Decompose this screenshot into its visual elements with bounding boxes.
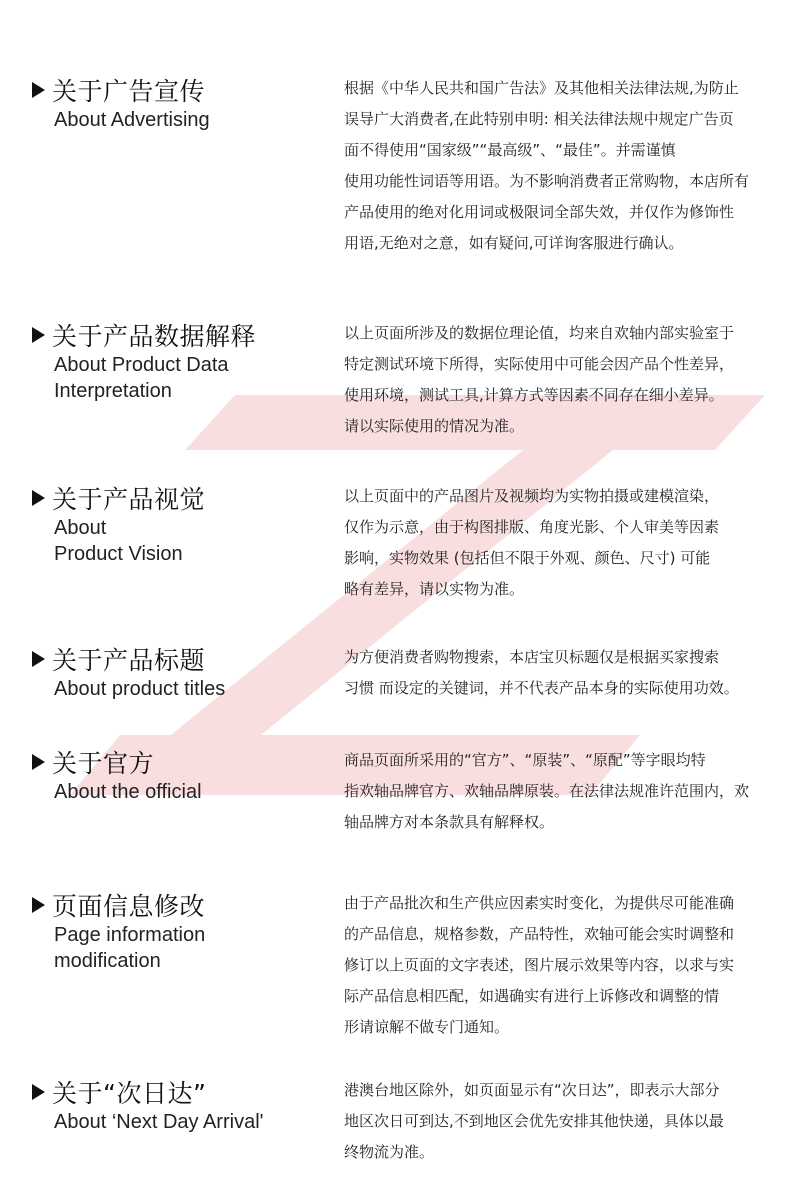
section-subtitle: About Product Data Interpretation bbox=[54, 354, 229, 402]
section-body bbox=[344, 318, 780, 442]
triangle-right-icon bbox=[32, 1084, 45, 1100]
section-subtitle: Page information modification bbox=[54, 924, 206, 972]
section-title: 页面信息修改 bbox=[52, 892, 206, 921]
body-line: 误导广大消费者,在此特别申明: 相关法律法规中规定广告页 bbox=[344, 110, 734, 128]
triangle-right-icon bbox=[32, 327, 45, 343]
body-line: 仅作为示意，由于构图排版、角度光影、个人审美等因素 bbox=[344, 518, 720, 536]
body-line: 轴品牌方对本条款具有解释权。 bbox=[344, 813, 555, 831]
section-subtitle: About Product Vision bbox=[54, 517, 183, 565]
body-line: 终物流为准。 bbox=[344, 1143, 435, 1161]
body-line: 面不得使用“国家级”“最高级”、“最佳”。并需谨慎 bbox=[344, 141, 676, 159]
body-line: 形请谅解不做专门通知。 bbox=[344, 1018, 510, 1036]
section-title: 关于产品标题 bbox=[52, 646, 206, 675]
body-line: 由于产品批次和生产供应因素实时变化，为提供尽可能准确 bbox=[344, 894, 735, 912]
body-line: 为方便消费者购物搜索，本店宝贝标题仅是根据买家搜索 bbox=[344, 648, 720, 666]
section-body bbox=[344, 73, 780, 259]
section-title: 关于产品数据解释 bbox=[52, 322, 257, 351]
body-line: 特定测试环境下所得，实际使用中可能会因产品个性差异， bbox=[344, 355, 735, 373]
body-line: 影响，实物效果 (包括但不限于外观、颜色、尺寸) 可能 bbox=[344, 549, 711, 567]
body-line: 的产品信息，规格参数，产品特性，欢轴可能会实时调整和 bbox=[344, 925, 735, 943]
triangle-right-icon bbox=[32, 754, 45, 770]
body-line: 用语,无绝对之意，如有疑问,可详询客服进行确认。 bbox=[344, 234, 684, 252]
body-line: 以上页面所涉及的数据位理论值，均来自欢轴内部实验室于 bbox=[344, 324, 735, 342]
body-line: 指欢轴品牌官方、欢轴品牌原装。在法律法规准许范围内，欢 bbox=[344, 782, 750, 800]
body-line: 际产品信息相匹配，如遇确实有进行上诉修改和调整的情 bbox=[344, 987, 720, 1005]
body-line: 使用环境，测试工具,计算方式等因素不同存在细小差异。 bbox=[344, 386, 724, 404]
section-body bbox=[344, 642, 780, 704]
triangle-right-icon bbox=[32, 897, 45, 913]
section-body bbox=[344, 745, 780, 838]
section-title: 关于广告宣传 bbox=[52, 77, 206, 106]
section-body bbox=[344, 481, 780, 605]
body-line: 习惯 而设定的关键词，并不代表产品本身的实际使用功效。 bbox=[344, 679, 739, 697]
body-line: 产品使用的绝对化用词或极限词全部失效，并仅作为修饰性 bbox=[344, 203, 735, 221]
section-subtitle: About product titles bbox=[54, 678, 226, 700]
section-body bbox=[344, 1075, 780, 1168]
section-subtitle: About ‘Next Day Arrival' bbox=[54, 1111, 264, 1133]
body-line: 使用功能性词语等用语。为不影响消费者正常购物，本店所有 bbox=[344, 172, 750, 190]
body-line: 修订以上页面的文字表述，图片展示效果等内容，以求与实 bbox=[344, 956, 735, 974]
body-line: 根据《中华人民共和国广告法》及其他相关法律法规,为防止 bbox=[344, 79, 739, 97]
section-subtitle: About Advertising bbox=[54, 109, 210, 131]
triangle-right-icon bbox=[32, 651, 45, 667]
triangle-right-icon bbox=[32, 82, 45, 98]
body-line: 港澳台地区除外，如页面显示有“次日达”，即表示大部分 bbox=[344, 1081, 720, 1099]
body-line: 商品页面所采用的“官方”、“原装”、“原配”等字眼均特 bbox=[344, 751, 706, 769]
section-title: 关于“次日达” bbox=[52, 1079, 207, 1108]
body-line: 请以实际使用的情况为准。 bbox=[344, 417, 525, 435]
section-title: 关于官方 bbox=[52, 749, 155, 778]
body-line: 略有差异，请以实物为准。 bbox=[344, 580, 525, 598]
triangle-right-icon bbox=[32, 490, 45, 506]
body-line: 地区次日可到达,不到地区会优先安排其他快递，具体以最 bbox=[344, 1112, 724, 1130]
section-subtitle: About the official bbox=[54, 781, 202, 803]
section-title: 关于产品视觉 bbox=[52, 485, 206, 514]
body-line: 以上页面中的产品图片及视频均为实物拍摄或建模渲染， bbox=[344, 487, 720, 505]
section-body bbox=[344, 888, 780, 1043]
